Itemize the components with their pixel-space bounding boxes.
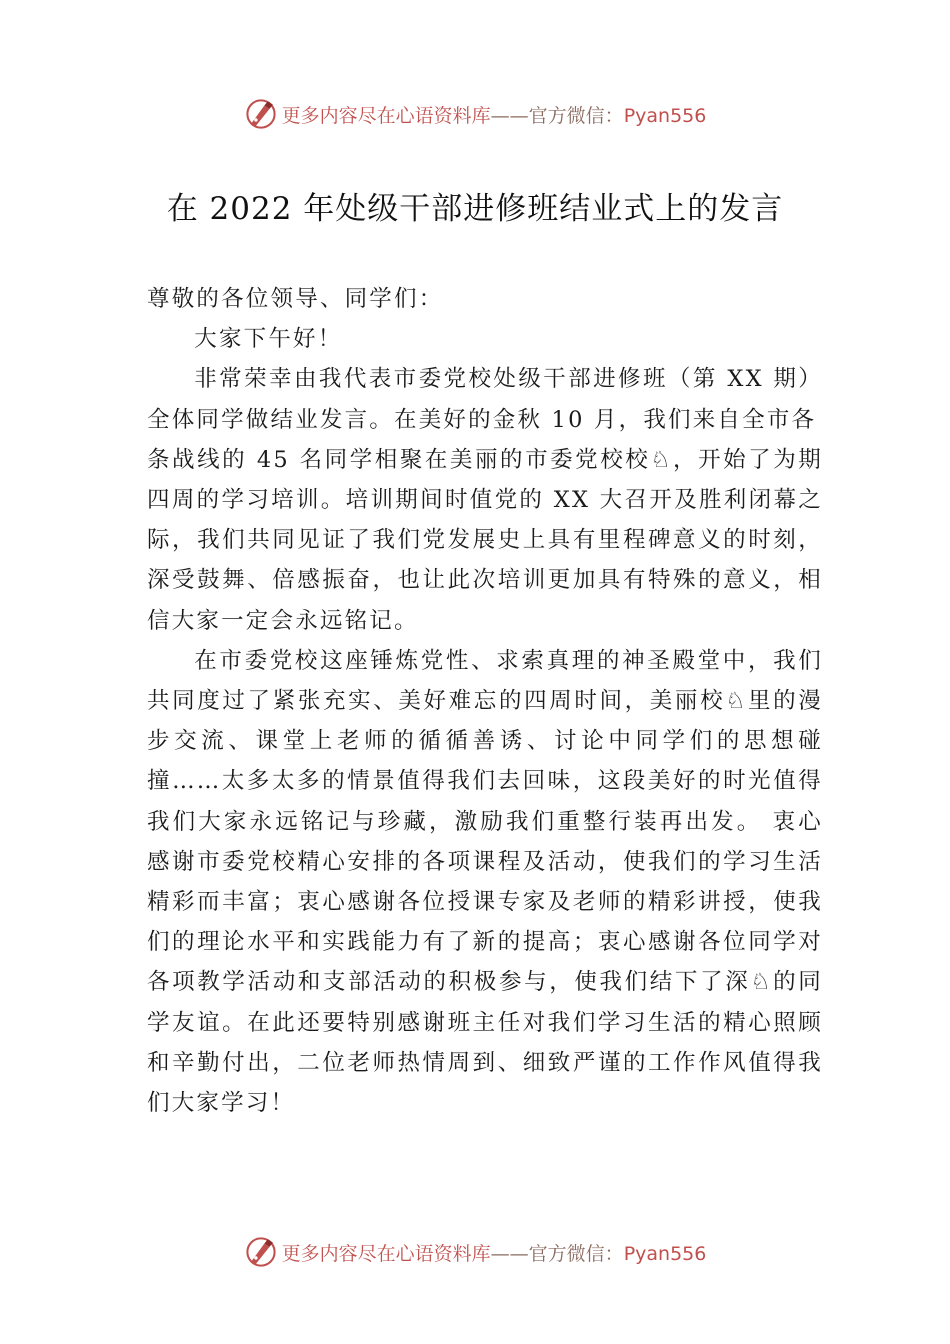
salutation: 尊敬的各位领导、同学们： (147, 286, 444, 312)
greeting: 大家下午好！ (194, 326, 343, 353)
watermark-text: 更多内容尽在心语资料库——官方微信：Pyan556 (281, 1242, 707, 1265)
pen-nib-seal-icon (244, 1235, 278, 1269)
document-title: 在 2022 年处级干部进修班结业式上的发言 (166, 191, 784, 227)
header-watermark (0, 94, 950, 134)
footer-watermark (0, 1232, 950, 1272)
document-body (147, 279, 823, 1123)
paragraph-1b: 条战线的 45 名同学相聚在美丽的市委党校校♘，开始了为期四周的学习培训。培训期间时值党的 XX 大召开及胜利闭幕之际，我们共同见证了我们党发展史上具有里程碑意义的时刻，深受鼓舞、倍感振奋，也让此次培训更加具有特殊的意义，相信大家一定会永远铭记。 (147, 446, 823, 634)
paragraph-2: 在市委党校这座锤炼党性、求索真理的神圣殿堂中，我们共同度过了紧张充实、美好难忘的四周时间，美丽校♘里的漫步交流、课堂上老师的循循善诱、讨论中同学们的思想碰撞……太多太多的情景值得我们去回味，这段美好的时光值得我们大家永远铭记与珍藏，激励我们重整行装再出发。 衷心感谢市委党校精心安排的各项课程及活动，使我们的学习生活精彩而丰富；衷心感谢各位授课专家及老师的精彩讲授，使我们的理论水平和实践能力有了新的提高；衷心感谢各位同学对各项教学活动和支部活动的积极参与，使我们结下了深♘的同学友谊。在此还要特别感谢班主任对我们学习生活的精心照顾和辛勤付出，二位老师热情周到、细致严谨的工作作风值得我们大家学习！ (147, 647, 823, 1117)
pen-nib-seal-icon (244, 97, 278, 131)
paragraph-1a: 非常荣幸由我代表市委党校处级干部进修班（第 XX 期） 全体同学做结业发言。在美好的金秋 10 月，我们来自全市各 (147, 366, 823, 433)
watermark-text: 更多内容尽在心语资料库——官方微信：Pyan556 (281, 104, 707, 127)
